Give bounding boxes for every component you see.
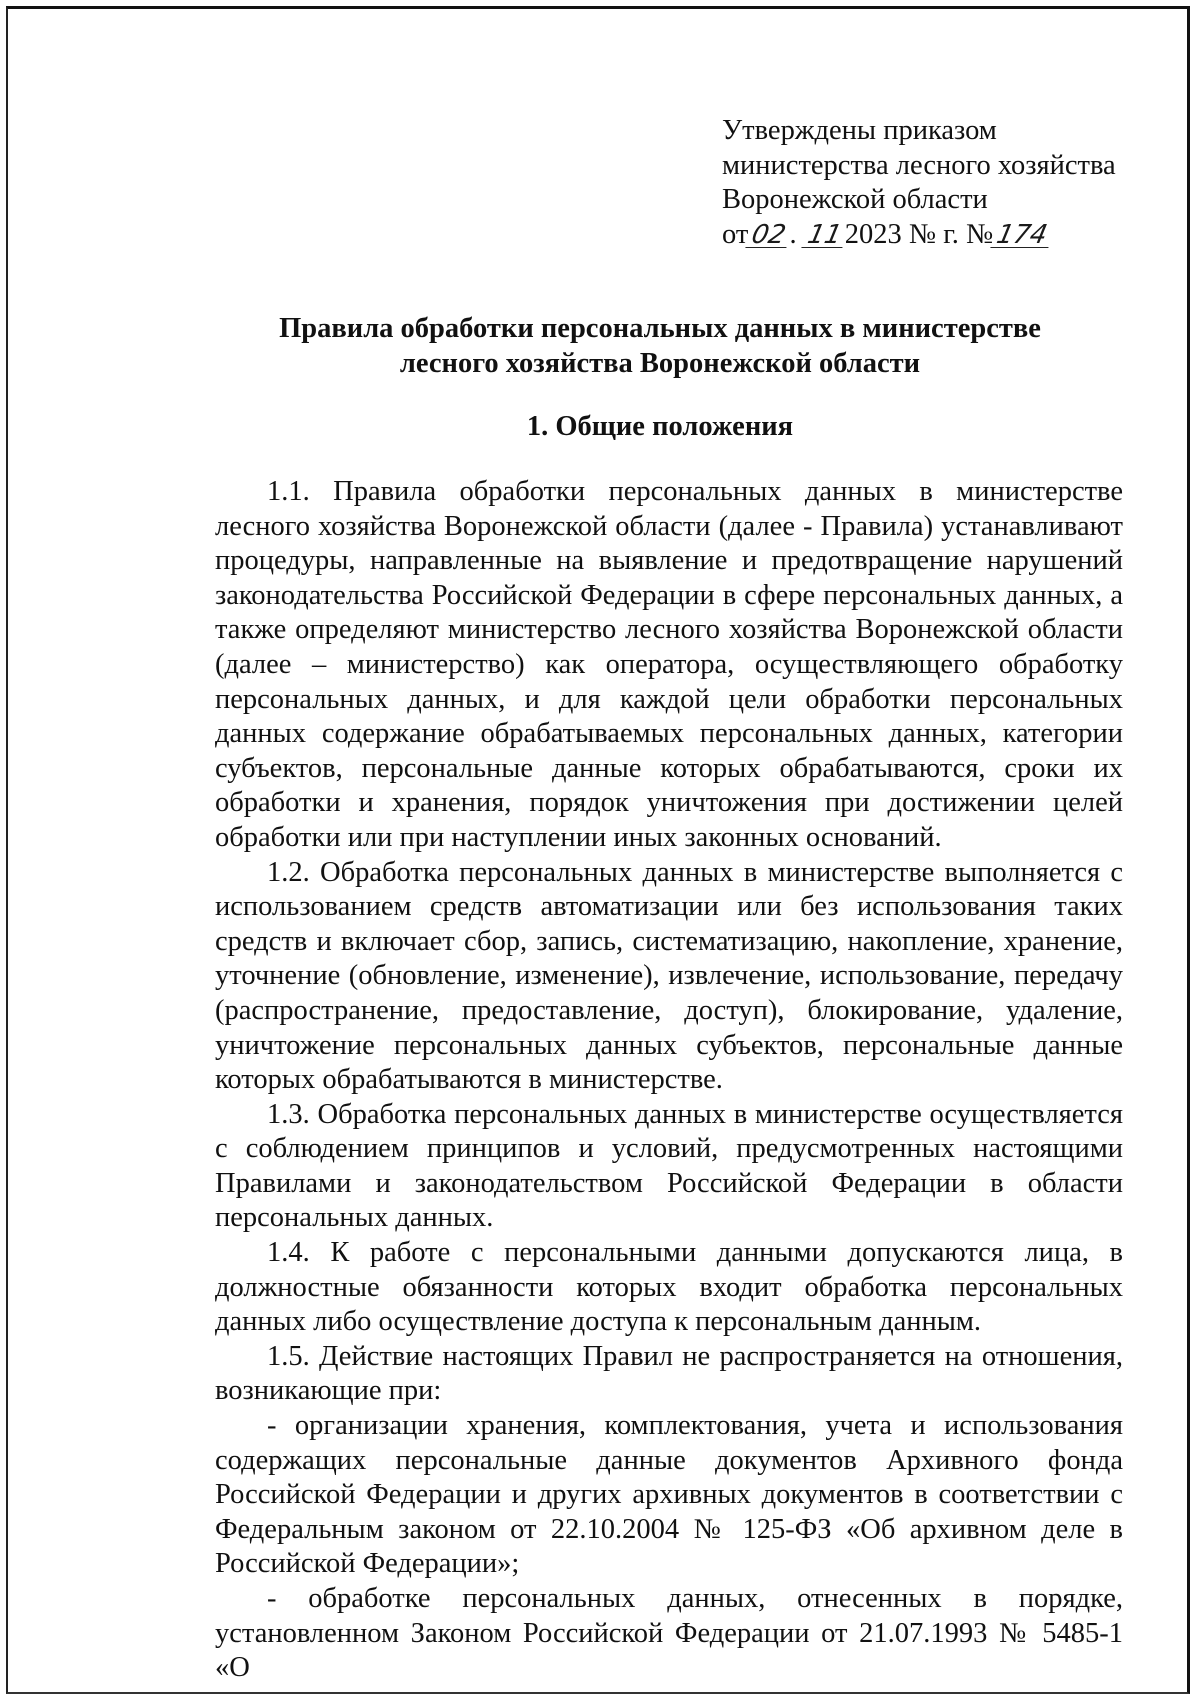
title-line-2: лесного хозяйства Воронежской области [399, 347, 921, 379]
approval-date-prefix: от [722, 218, 749, 250]
document-body [215, 475, 1123, 1686]
paragraph-1-2: 1.2. Обработка персональных данных в министерстве выполняется с использованием средств автоматизации или без использования таких средств и включает сбор, запись, систематизацию, накопление, хранение, уточнение (обновление, изменение), извлечение, использование, передачу (распространение, предоставление, доступ), блокирование, удаление, уничтожение персональных данных субъектов, персональные данные которых обрабатываются в министерстве. [215, 856, 1123, 1096]
paragraph-1-1: 1.1. Правила обработки персональных данных в министерстве лесного хозяйства Воронежской области (далее - Правила) устанавливают процедуры, направленные на выявление и предотвращение нарушений законодательства Российской Федерации в сфере персональных данных, а также определяют министерство лесного хозяйства Воронежской области (далее – министерство) как оператора, осуществляющего обработку персональных данных, и для каждой цели обработки персональных данных содержание обрабатываемых персональных данных, категории субъектов, персональные данные которых обрабатываются, сроки их обработки и хранения, порядок уничтожения при достижении целей обработки или при наступлении иных законных оснований. [215, 476, 1123, 853]
approval-date-sep: . [789, 218, 797, 250]
section-heading: 1. Общие положения [526, 411, 794, 442]
approval-line-2: министерства лесного хозяйства [722, 149, 1116, 181]
approval-block [722, 114, 1162, 252]
handwritten-day: 02 [746, 223, 792, 248]
document-title [200, 312, 1120, 381]
paragraph-1-5: 1.5. Действие настоящих Правил не распространяется на отношения, возникающие при: [215, 1340, 1123, 1407]
approval-date-line [722, 218, 1162, 253]
approval-line-3: Воронежской области [722, 184, 988, 216]
approval-year: 2023 № г. № [844, 218, 994, 250]
list-item: - организации хранения, комплектования, учета и использования содержащих персональные данные документов Архивного фонда Российской Федерации и других архивных документов в соответствии с Федеральным законом от 22.10.2004 № 125-ФЗ «Об архивном деле в Российской Федерации»; [215, 1410, 1123, 1580]
handwritten-number: 174 [990, 223, 1053, 248]
paragraph-1-4: 1.4. К работе с персональными данными допускаются лица, в должностные обязанности которых входит обработка персональных данных либо осуществление доступа к персональным данным. [215, 1237, 1123, 1338]
title-line-1: Правила обработки персональных данных в министерстве [279, 313, 1041, 344]
paragraph-1-3: 1.3. Обработка персональных данных в министерстве осуществляется с соблюдением принципов и условий, предусмотренных настоящими Правилами и законодательством Российской Федерации в области персональных данных. [215, 1098, 1123, 1234]
approval-line-1: Утверждены приказом [722, 115, 997, 146]
list-item: - обработке персональных данных, отнесенных в порядке, установленном Законом Российской Федерации от 21.07.1993 № 5485-1 «О [215, 1583, 1123, 1684]
handwritten-month: 11 [801, 223, 847, 248]
